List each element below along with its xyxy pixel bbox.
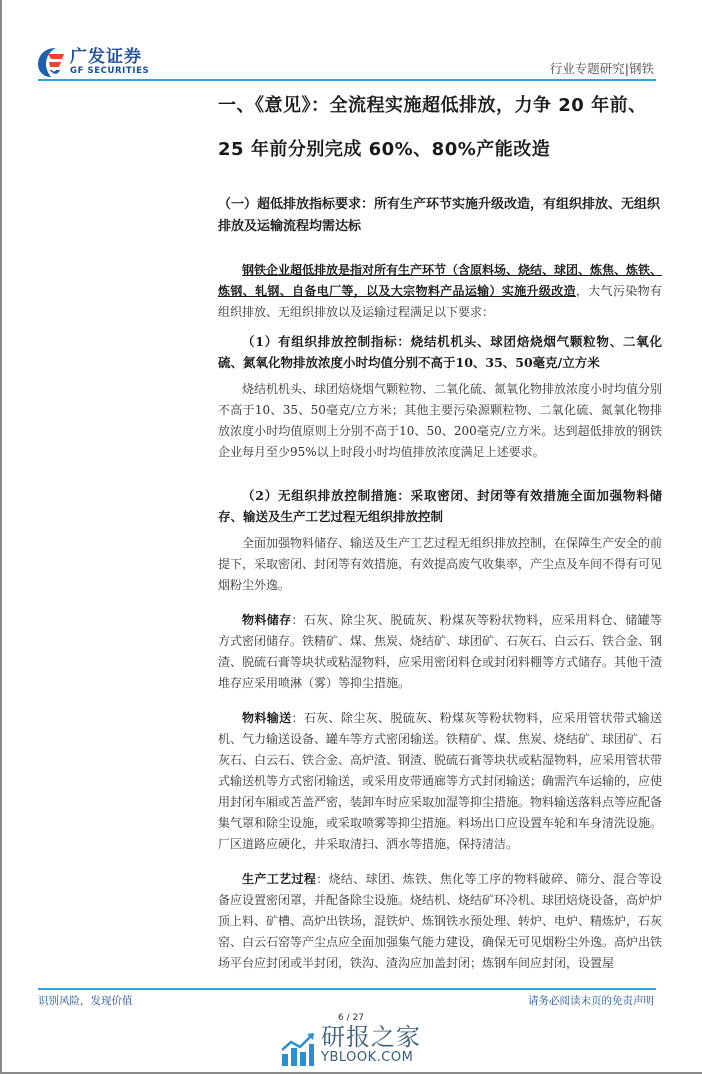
material-transport-label: 物料输送 — [242, 711, 292, 725]
material-transport-paragraph — [218, 708, 662, 855]
header-divider — [38, 79, 656, 81]
intro-text: ，大气污染物有组织排放、无组织排放以及运输过程满足以下要求： — [218, 284, 662, 319]
watermark-text-cn: 研报之家 — [321, 1022, 421, 1051]
production-process-paragraph — [218, 869, 662, 974]
material-storage-paragraph — [218, 610, 662, 694]
section-title-line: 一、《意见》：全流程实施超低排放，力争 20 年前、 — [218, 95, 647, 116]
watermark-text-en: YBLOOK.COM — [321, 1049, 414, 1065]
content-column — [218, 84, 662, 974]
intro-underlined-text: 钢铁企业超低排放是指对所有生产环节（含原料场、烧结、球团、炼焦、炼铁、炼钢、轧钢、自备电厂等，以及大宗物料产品运输）实施升级改造 — [218, 263, 663, 298]
item1-heading: （1）有组织排放控制指标：烧结机机头、球团焙烧烟气颗粒物、二氧化硫、氮氧化物排放浓度小时均值分别不高于10、35、50毫克/立方米 — [218, 334, 662, 370]
section-title-line: 25 年前分别完成 60%、80%产能改造 — [218, 139, 551, 160]
section-title — [218, 84, 662, 172]
page-footer — [0, 988, 702, 1072]
logo-text-en: GF SECURITIES — [70, 65, 150, 76]
page-edge — [0, 1072, 702, 1074]
page-header — [0, 0, 702, 82]
footer-divider — [38, 988, 656, 990]
material-storage-label: 物料储存 — [242, 613, 292, 627]
material-transport-text: ：石灰、除尘灰、脱硫灰、粉煤灰等粉状物料，应采用管状带式输送机、气力输送设备、罐车等方式密闭输送。铁精矿、煤、焦炭、烧结矿、球团矿、石灰石、白云石、铁合金、高炉渣、钢渣、脱硫石膏等块状或粘湿物料，应采用管状带式输送机等方式密闭输送，或采用皮带通廊等方式封闭输送；确需汽车运输的，应使用封闭车厢或苫盖严密，装卸车时应采取加湿等抑尘措施。物料输送落料点等应配备集气罩和除尘设施，或采取喷雾等抑尘措施。料场出口应设置车轮和车身清洗设施。厂区道路应硬化，并采取清扫、洒水等措施，保持清洁。 — [218, 711, 663, 851]
subsection-heading: （一）超低排放指标要求：所有生产环节实施升级改造，有组织排放、无组织排放及运输流程均需达标 — [218, 197, 661, 234]
item1-body: 烧结机机头、球团焙烧烟气颗粒物、二氧化硫、氮氧化物排放浓度小时均值分别不高于10、35、50毫克/立方米；其他主要污染源颗粒物、二氧化硫、氮氧化物排放浓度小时均值原则上分别不高于10、50、200毫克/立方米。达到超低排放的钢铁企业每月至少95%以上时段小时均值排放浓度满足上述要求。 — [218, 382, 663, 459]
item2-heading: （2）无组织排放控制措施：采取密闭、封闭等有效措施全面加强物料储存、输送及生产工艺过程无组织排放控制 — [218, 488, 662, 524]
page-number: 6 / 27 — [338, 1012, 364, 1023]
production-process-label: 生产工艺过程 — [242, 872, 317, 886]
material-storage-text: ：石灰、除尘灰、脱硫灰、粉煤灰等粉状物料，应采用料仓、储罐等方式密闭储存。铁精矿、煤、焦炭、烧结矿、球团矿、石灰石、白云石、铁合金、钢渣、脱硫石膏等块状或粘湿物料，应采用密闭料仓或封闭料棚等方式储存。其他干渣堆存应采用喷淋（雾）等抑尘措施。 — [218, 613, 663, 690]
footer-disclaimer-link[interactable]: 请务必阅读末页的免责声明 — [528, 994, 654, 1007]
page-edge — [0, 0, 2, 1074]
footer-slogan: 识别风险，发现价值 — [38, 994, 133, 1007]
watermark-logo — [281, 1024, 421, 1066]
production-process-text: ：烧结、球团、炼铁、焦化等工序的物料破碎、筛分、混合等设备应设置密闭罩，并配备除尘设施。烧结机、烧结矿环冷机、球团焙烧设备，高炉炉顶上料、矿槽、高炉出铁场，混铁炉、炼钢铁水预处理、转炉、电炉、精炼炉，石灰窑、白云石窑等产尘点应全面加强集气能力建设，确保无可见烟粉尘外逸。高炉出铁场平台应封闭或半封闭，铁沟、渣沟应加盖封闭；炼钢车间应封闭，设置屋 — [218, 872, 663, 970]
logo-text-cn: 广发证券 — [70, 46, 142, 67]
bar-chart-arrow-icon — [281, 1032, 315, 1066]
gf-logo-icon — [36, 46, 66, 78]
gf-securities-logo — [36, 46, 149, 78]
item2-body: 全面加强物料储存、输送及生产工艺过程无组织排放控制，在保障生产安全的前提下，采取密闭、封闭等有效措施，有效提高废气收集率，产尘点及车间不得有可见烟粉尘外逸。 — [218, 536, 663, 592]
intro-paragraph — [218, 260, 662, 323]
report-category: 行业专题研究|钢铁 — [549, 61, 654, 76]
